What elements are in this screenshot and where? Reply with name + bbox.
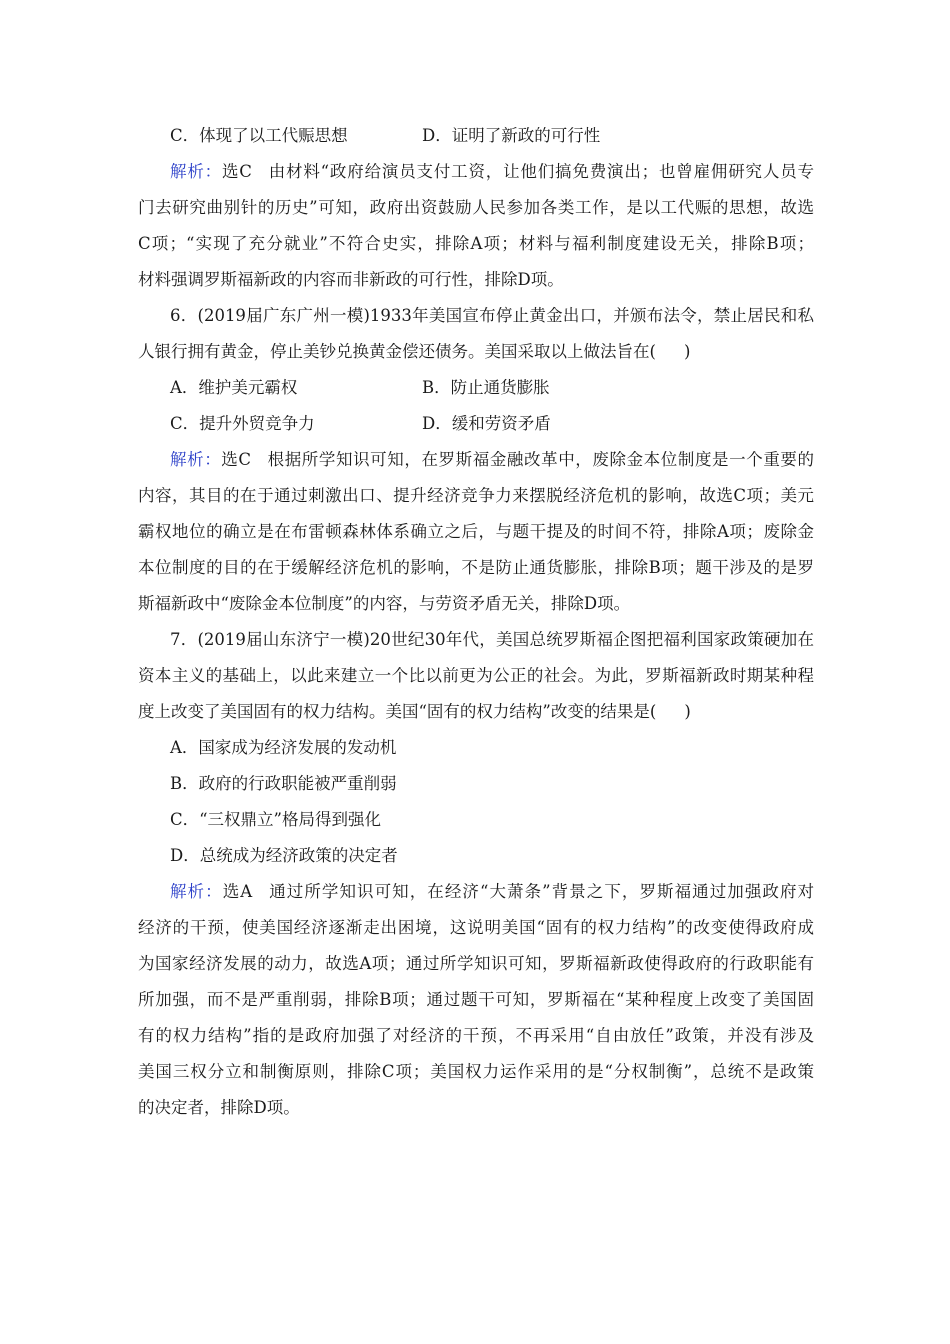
analysis-text: 通过所学知识可知，在经济“大萧条”背景之下，罗斯福通过加强政府对: [268, 882, 814, 901]
q7-analysis-line-1: [138, 874, 814, 910]
q6-analysis-line-5: 斯福新政中“废除金本位制度”的内容，与劳资矛盾无关，排除D项。: [138, 594, 631, 613]
q7-option-a: A．国家成为经济发展的发动机: [170, 738, 397, 757]
q7-analysis-line-4: 所加强，而不是严重削弱，排除B项；通过题干可知，罗斯福在“某种程度上改变了美国固: [138, 990, 814, 1009]
q6-stem-line-2: [138, 334, 814, 370]
analysis-text: 根据所学知识可知，在罗斯福金融改革中，废除金本位制度是一个重要的: [267, 450, 814, 469]
analysis-answer: 选C: [221, 162, 252, 181]
q7-stem-line-1: 7．(2019届山东济宁一模)20世纪30年代，美国总统罗斯福企图把福利国家政策硬加在: [170, 630, 814, 649]
analysis-answer: 选C: [221, 450, 251, 469]
q7-analysis-line-7: 的决定者，排除D项。: [138, 1098, 300, 1117]
analysis-answer: 选A: [222, 882, 253, 901]
q5-analysis-line-2: 门去研究曲别针的历史”可知，政府出资鼓励人民参加各类工作，是以工代赈的思想，故选: [138, 198, 814, 217]
q5-option-d: D．证明了新政的可行性: [422, 126, 601, 145]
q6-analysis-line-4: 本位制度的目的在于缓解经济危机的影响，不是防止通货膨胀，排除B项；题干涉及的是罗: [138, 558, 814, 577]
analysis-label: 解析：: [170, 162, 222, 181]
q7-analysis-line-5: 有的权力结构”指的是政府加强了对经济的干预，不再采用“自由放任”政策，并没有涉及: [138, 1026, 814, 1045]
q6-options-cd: [138, 406, 814, 442]
q6-option-b: B．防止通货膨胀: [422, 378, 550, 397]
q6-analysis-line-3: 霸权地位的确立是在布雷顿森林体系确立之后，与题干提及的时间不符，排除A项；废除金: [138, 522, 814, 541]
q7-stem-text: 度上改变了美国固有的权力结构。美国“固有的权力结构”改变的结果是(: [138, 702, 657, 721]
q5-analysis-line-3: C项；“实现了充分就业”不符合史实，排除A项；材料与福利制度建设无关，排除B项；: [138, 234, 814, 253]
q6-analysis-line-1: [138, 442, 814, 478]
q7-stem-line-2: 资本主义的基础上，以此来建立一个比以前更为公正的社会。为此，罗斯福新政时期某种程: [138, 666, 814, 685]
q7-stem-close: ): [684, 702, 691, 721]
q7-option-d: D．总统成为经济政策的决定者: [170, 846, 398, 865]
q7-option-b: B．政府的行政职能被严重削弱: [170, 774, 397, 793]
q6-stem-text: 人银行拥有黄金，停止美钞兑换黄金偿还债务。美国采取以上做法旨在(: [138, 342, 656, 361]
document-page: [138, 118, 814, 1126]
q7-stem-line-3: [138, 694, 814, 730]
q5-analysis-line-4: 材料强调罗斯福新政的内容而非新政的可行性，排除D项。: [138, 270, 564, 289]
q6-stem-close: ): [683, 342, 691, 361]
analysis-label: 解析：: [170, 450, 222, 469]
q5-options-cd: [138, 118, 814, 154]
q5-analysis-line-1: [138, 154, 814, 190]
q7-analysis-line-3: 为国家经济发展的动力，故选A项；通过所学知识可知，罗斯福新政使得政府的行政职能有: [138, 954, 814, 973]
q6-options-ab: [138, 370, 814, 406]
q6-option-c: C．提升外贸竞争力: [170, 414, 315, 433]
q7-analysis-line-2: 经济的干预，使美国经济逐渐走出困境，这说明美国“固有的权力结构”的改变使得政府成: [138, 918, 814, 937]
q6-option-a: A．维护美元霸权: [170, 378, 298, 397]
q7-option-c: C．“三权鼎立”格局得到强化: [170, 810, 381, 829]
q5-option-c: C．体现了以工代赈思想: [170, 126, 348, 145]
analysis-label: 解析：: [170, 882, 223, 901]
q6-analysis-line-2: 内容，其目的在于通过刺激出口、提升经济竞争力来摆脱经济危机的影响，故选C项；美元: [138, 486, 814, 505]
q6-stem-line-1: 6．(2019届广东广州一模)1933年美国宣布停止黄金出口，并颁布法令，禁止居民和私: [170, 306, 814, 325]
q7-analysis-line-6: 美国三权分立和制衡原则，排除C项；美国权力运作采用的是“分权制衡”，总统不是政策: [138, 1062, 814, 1081]
analysis-text: 由材料“政府给演员支付工资，让他们搞免费演出；也曾雇佣研究人员专: [267, 162, 814, 181]
q6-option-d: D．缓和劳资矛盾: [422, 414, 551, 433]
